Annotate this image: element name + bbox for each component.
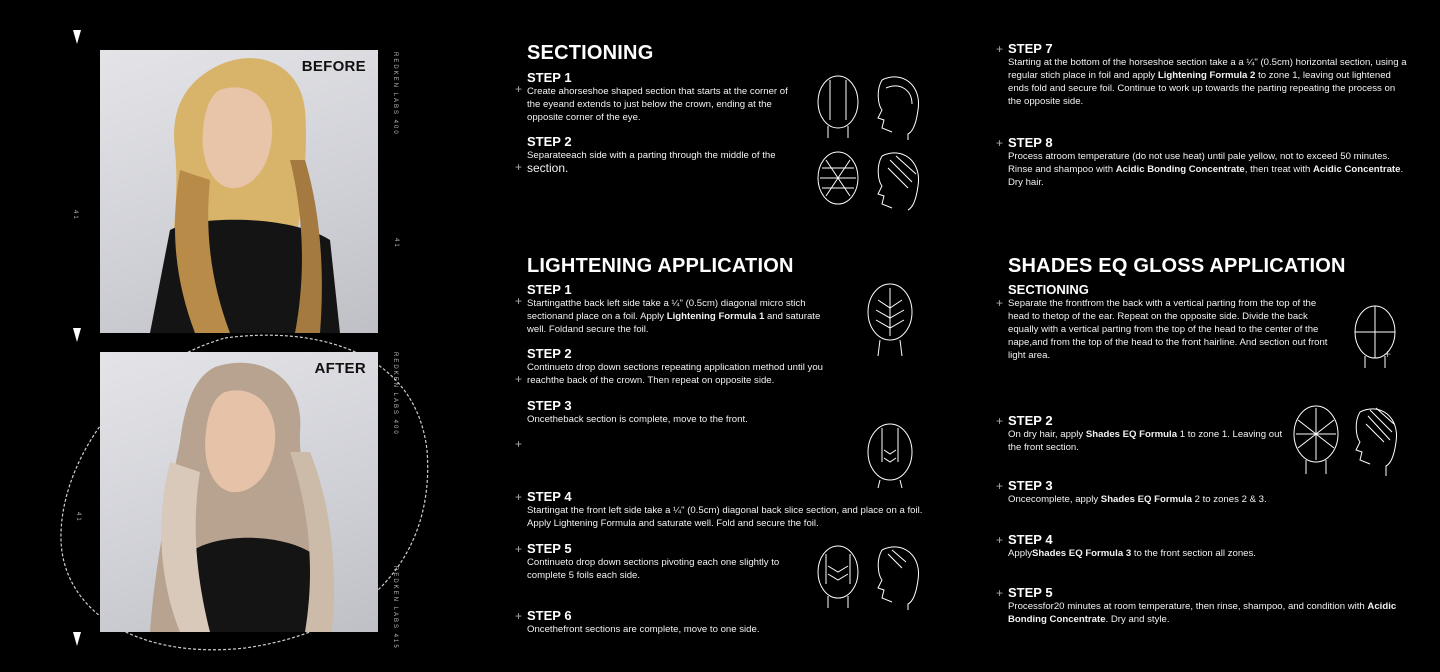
step-text: Create ahorseshoe shaped section that starts at the corner of the eyeand extends to just below the crown, ending at the opposite corner of the eye.	[527, 86, 788, 123]
plus-marker-icon: +	[515, 609, 523, 623]
before-photo	[100, 50, 378, 333]
shades-sectioning	[1008, 282, 1338, 362]
shades-step-5	[1008, 585, 1410, 626]
lightening-step-2	[527, 346, 839, 387]
step-label: STEP 1	[527, 282, 572, 297]
head-back-icon	[868, 284, 912, 356]
head-diagrams	[812, 70, 932, 220]
step-text: Separate the frontfrom the back with a vertical parting from the top of the head to thetop of the ear. Repeat on the opposite side. Divide the back equally with a vertical parting from the top of the head to the center of the nape,and from the top of the head to the front hairline. And section out front light area.	[1008, 298, 1328, 361]
shades-title: SHADES EQ GLOSS APPLICATION	[1008, 255, 1346, 277]
step-label: SECTIONING	[1008, 282, 1089, 297]
step-text: Oncetheback section is complete, move to the front.	[527, 414, 748, 425]
plus-marker-icon: +	[515, 294, 523, 308]
head-front-icon	[1350, 302, 1400, 372]
step-label: STEP 8	[1008, 135, 1053, 150]
after-portrait-illustration	[100, 352, 378, 632]
plus-marker-icon: +	[515, 490, 523, 504]
step-text: Starting at the bottom of the horseshoe section take a a ¼" (0.5cm) horizontal section, using a regular stich place in foil and apply Lightening Formula 2 to zone 1, leaving out lightened ends fold and secure foil. Continue to work up towards the parting repeating the process on the opposite side.	[1008, 57, 1407, 107]
head-side-icon	[878, 77, 919, 140]
step-label: STEP 2	[527, 134, 572, 149]
step-label: STEP 2	[527, 346, 572, 361]
lightening-head-diagrams-2	[812, 540, 932, 620]
before-portrait-illustration	[100, 50, 378, 333]
shades-step-3	[1008, 478, 1408, 506]
page-number: 41	[72, 210, 78, 221]
step-label: STEP 5	[527, 541, 572, 556]
step-label: STEP 3	[527, 398, 572, 413]
step-text: Process atroom temperature (do not use heat) until pale yellow, not to exceed 50 minutes. Rinse and shampoo with Acidic Bonding Concentrate, then treat with Acidic Concentrate. Dry hair.	[1008, 151, 1404, 188]
head-side-icon	[878, 153, 919, 210]
shades-step-4	[1008, 532, 1408, 560]
sectioning-title: SECTIONING	[527, 42, 654, 64]
step-text: Continueto drop down sections repeating application method until you reachthe back of the crown. Then repeat on opposite side.	[527, 362, 824, 386]
plus-marker-icon: +	[996, 479, 1004, 493]
step-label: STEP 6	[527, 608, 572, 623]
after-label: AFTER	[314, 360, 366, 377]
step-text: Oncecomplete, apply Shades EQ Formula 2 to zones 2 & 3.	[1008, 494, 1267, 505]
plus-marker-icon: +	[515, 437, 523, 451]
plus-marker-icon: +	[1384, 347, 1392, 361]
after-photo	[100, 352, 378, 632]
head-back-icon	[818, 76, 858, 138]
head-back-icon	[818, 152, 858, 204]
step-text: Startingatthe back left side take a ¼" (0.5cm) diagonal micro stich sectionand place on a foil. Apply Lightening Formula 1 and saturate well. Foldand secure the foil.	[527, 298, 821, 335]
brand-vertical-text: REDKEN LABS 400	[392, 352, 398, 436]
step-text: Processfor20 minutes at room temperature, then rinse, shampoo, and condition with Acidic Bonding Concentrate. Dry and style.	[1008, 601, 1397, 625]
lightening-step-1	[527, 282, 839, 336]
step-label: STEP 4	[1008, 532, 1053, 547]
plus-marker-icon: +	[515, 372, 523, 386]
page-number: 41	[393, 238, 399, 249]
step-text: On dry hair, apply Shades EQ Formula 1 to zone 1. Leaving out the front section.	[1008, 429, 1283, 453]
sectioning-step-1	[527, 70, 802, 124]
lightening-step-4	[527, 489, 927, 530]
before-label: BEFORE	[301, 58, 366, 75]
step-label: STEP 4	[527, 489, 572, 504]
head-back-icon	[1294, 406, 1338, 474]
brand-vertical-text: REDKEN LABS 415	[392, 566, 398, 650]
step-text: ApplyShades EQ Formula 3 to the front section all zones.	[1008, 548, 1256, 559]
plus-marker-icon: +	[515, 82, 523, 96]
step-label: STEP 3	[1008, 478, 1053, 493]
shades-head-diagrams	[1290, 402, 1410, 480]
step-text: Oncethefront sections are complete, move to one side.	[527, 624, 760, 635]
step-label: STEP 5	[1008, 585, 1053, 600]
page-number: 41	[75, 512, 81, 523]
head-back-icon	[868, 424, 912, 488]
lightening-step-7	[1008, 41, 1410, 108]
step-text: Startingat the front left side take a ¼" (0.5cm) diagonal back slice section, and place on a foil. Apply Lightening Formula and saturate well. Fold and secure the foil.	[527, 505, 923, 529]
triangle-marker-icon	[73, 632, 81, 646]
plus-marker-icon: +	[996, 586, 1004, 600]
shades-step-2	[1008, 413, 1288, 454]
brand-vertical-text: REDKEN LABS 400	[392, 52, 398, 136]
triangle-marker-icon	[73, 30, 81, 44]
plus-marker-icon: +	[996, 42, 1004, 56]
lightening-step-5	[527, 541, 802, 582]
plus-marker-icon: +	[996, 136, 1004, 150]
lightening-step-3	[527, 398, 839, 426]
plus-marker-icon: +	[996, 296, 1004, 310]
step-label: STEP 7	[1008, 41, 1053, 56]
head-side-icon	[878, 547, 919, 610]
head-side-icon	[1356, 408, 1397, 476]
lightening-title: LIGHTENING APPLICATION	[527, 255, 794, 277]
head-back-icon	[818, 546, 858, 608]
step-text: Separateeach side with a parting through the middle of the	[527, 150, 776, 161]
triangle-marker-icon	[73, 328, 81, 342]
lightening-step-6	[527, 608, 839, 636]
step-label: STEP 2	[1008, 413, 1053, 428]
plus-marker-icon: +	[515, 542, 523, 556]
lightening-head-diagrams	[860, 282, 920, 492]
plus-marker-icon: +	[996, 414, 1004, 428]
step-text-overflow: section.	[527, 161, 569, 175]
lightening-step-8	[1008, 135, 1410, 189]
sectioning-step-2	[527, 134, 802, 175]
plus-marker-icon: +	[515, 160, 523, 174]
plus-marker-icon: +	[996, 533, 1004, 547]
step-text: Continueto drop down sections pivoting each one slightly to complete 5 foils each side.	[527, 557, 780, 581]
step-label: STEP 1	[527, 70, 572, 85]
